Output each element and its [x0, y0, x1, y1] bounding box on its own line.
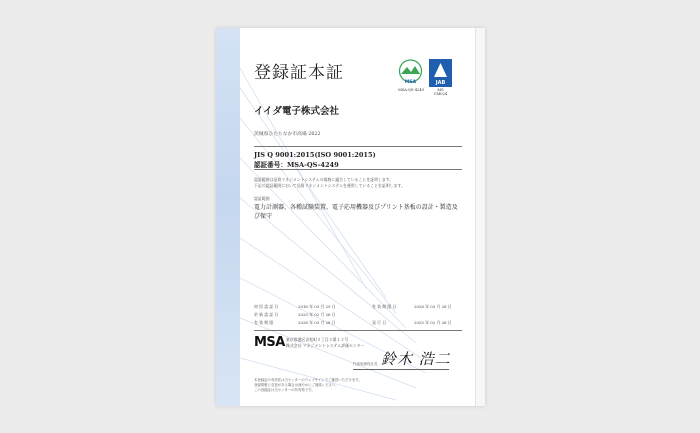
date-value: 2016 年 03 月 29 日	[298, 304, 336, 309]
date-value: 2025 年 02 月 26 日	[298, 312, 336, 317]
jab-accreditation-icon	[429, 59, 452, 87]
issuer-info	[286, 337, 364, 349]
date-value: 2028 年 03 月 28 日	[298, 320, 336, 325]
date-value: 2028 年 03 月 28 日	[414, 304, 452, 309]
issuer-logo: MSA	[254, 335, 285, 350]
intro-text	[254, 177, 454, 189]
date-row	[254, 312, 466, 320]
issuer-name: 株式会社 マネジメントシステム評価センター	[286, 343, 365, 348]
intro-line: 認証範囲は品質マネジメントシステムの規格に適合していることを証明します。	[254, 177, 394, 182]
signer-title: 代表取締役社長	[353, 362, 378, 366]
date-label: 有 効 期 限	[254, 320, 274, 325]
jab-label-line2: CM024	[433, 92, 448, 97]
certificate-document	[216, 28, 485, 406]
divider-standard	[254, 169, 462, 170]
scope-heading: 認証範囲	[254, 196, 270, 201]
note-line: この登録証は当センターの所有物です。	[254, 388, 315, 393]
note-line: 登録情報に変更がある場合は速やかにご連絡ください。	[254, 383, 339, 388]
registration-number: 認証番号：MSA-QS-4249	[254, 161, 339, 169]
scope-text: 電力計測器、各種試験装置、電子応用機器及びプリント基板の設計・製造及び保守	[254, 204, 458, 220]
dates-table	[254, 304, 466, 328]
jab-mark-label	[426, 88, 455, 97]
divider-top	[254, 146, 462, 147]
jab-label-line1: MS	[437, 88, 444, 92]
standard-name: JIS Q 9001:2015(ISO 9001:2015)	[254, 151, 376, 159]
right-edge-strip	[475, 28, 485, 406]
date-row	[254, 320, 466, 328]
date-value: 2025 年 02 月 26 日	[414, 320, 452, 325]
date-label: 有 効 期 限 日	[372, 304, 397, 309]
signature-line	[353, 369, 449, 370]
date-label: 発 行 日	[372, 320, 387, 325]
company-name: イイダ電子株式会社	[254, 106, 340, 117]
intro-line: 下記の認証範囲において品質マネジメントシステムを運用していることを証明します。	[254, 183, 405, 188]
signature: 鈴木 浩二	[381, 350, 451, 368]
divider-bottom	[254, 330, 462, 331]
issuer-address: 東京都港区浜松町２丁目２番１２号	[286, 337, 349, 342]
certificate-title: 登録証本証	[254, 63, 344, 83]
svg-text:MSA: MSA	[404, 80, 417, 85]
msa-accreditation-icon	[397, 59, 424, 87]
footer-notes	[254, 378, 434, 394]
date-row	[254, 304, 466, 312]
jab-mark-text: JAB	[435, 80, 446, 86]
date-label: 更 新 認 証 日	[254, 312, 279, 317]
company-address: 茨城県ひたちなか市高場 2622	[254, 132, 321, 137]
msa-mark-label: MSA-QS-4249	[398, 88, 424, 92]
date-label: 初 回 認 証 日	[254, 304, 279, 309]
note-line: 本登録証の有効性は当センターのウェブサイトでご確認いただけます。	[254, 378, 362, 382]
